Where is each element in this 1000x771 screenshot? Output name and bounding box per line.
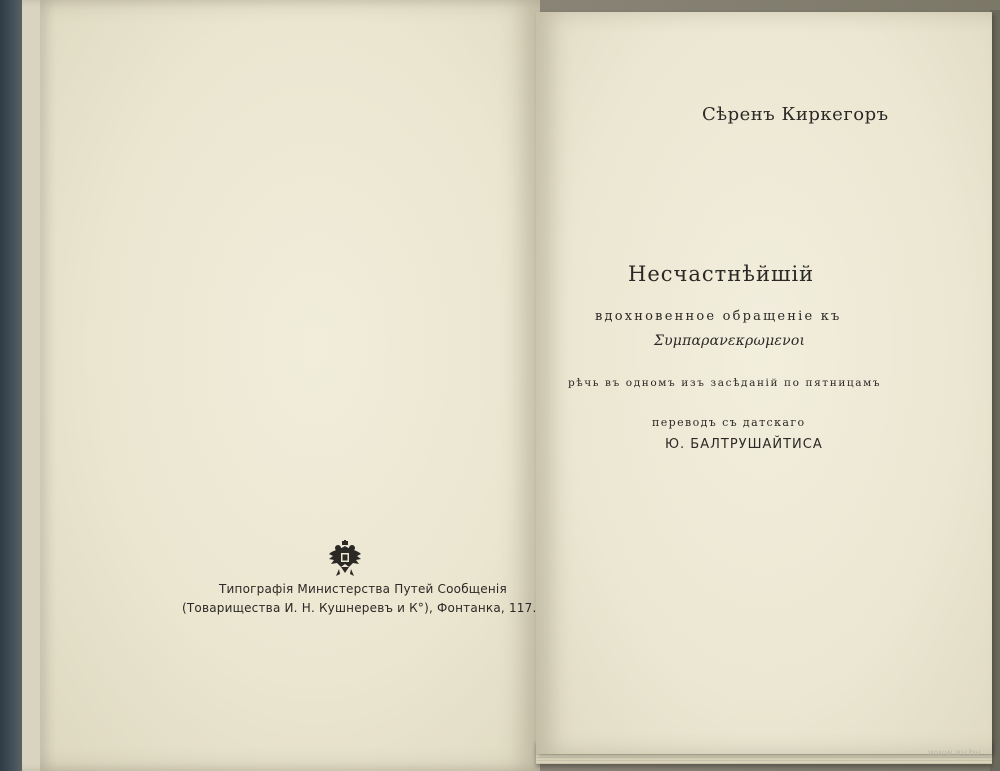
watermark: www.ay.by: [928, 748, 981, 759]
author-name: Сѣренъ Киркегоръ: [702, 104, 889, 125]
printer-line-1: Типографія Министерства Путей Сообщенія: [219, 582, 507, 596]
double-headed-eagle-icon: [327, 540, 363, 578]
speech-line: рѣчь въ одномъ изъ засѣданій по пятницамъ: [568, 377, 882, 389]
printer-line-2: (Товарищества И. Н. Кушнеревъ и К°), Фонтанка, 117.: [182, 601, 537, 615]
subtitle: вдохновенное обращеніе къ: [595, 309, 842, 324]
left-page: [40, 0, 540, 771]
translation-note: переводъ съ датскаго: [652, 416, 806, 429]
book-title: Несчастнѣйшій: [628, 262, 815, 286]
translator-name: Ю. БАЛТРУШАЙТИСА: [665, 437, 823, 452]
greek-subtitle: Συμπαρανεκρωμενοι: [654, 333, 806, 349]
